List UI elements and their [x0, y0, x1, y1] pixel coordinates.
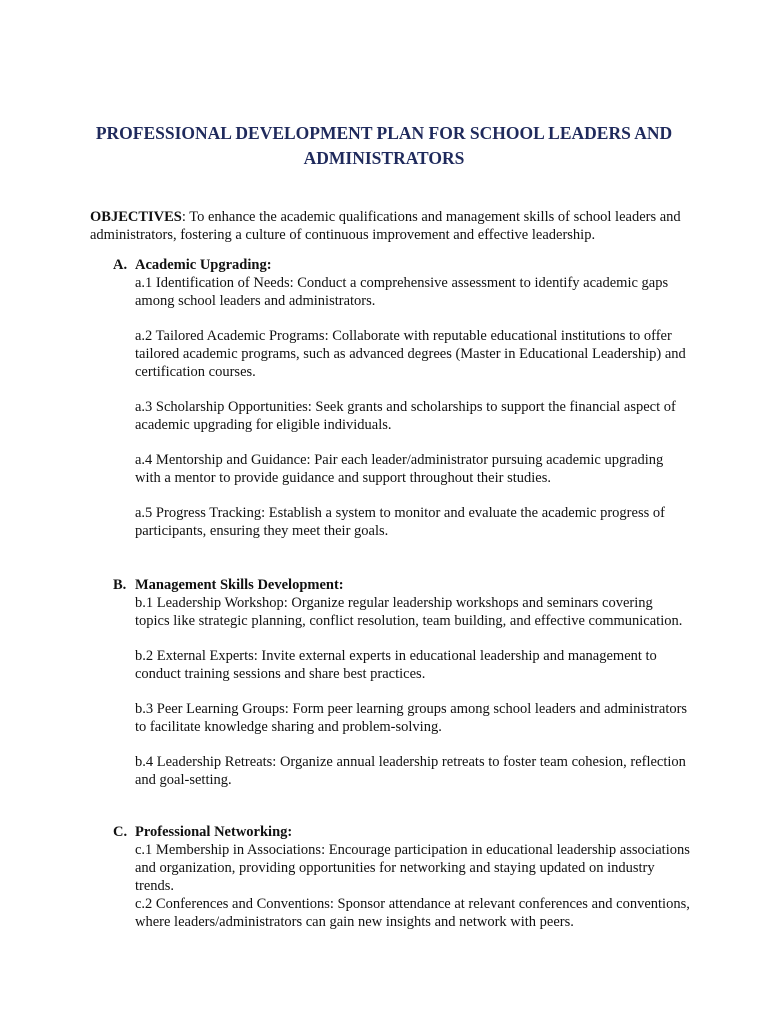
list-item: a.1 Identification of Needs: Conduct a comprehensive assessment to identify academic gaps among school leaders and administrators.	[135, 275, 669, 309]
section-heading	[90, 576, 690, 594]
objectives-label: OBJECTIVES	[90, 209, 182, 225]
section-management-skills	[90, 576, 690, 789]
list-item: b.3 Peer Learning Groups: Form peer learning groups among school leaders and administrators to facilitate knowledge sharing and problem-solving.	[135, 701, 688, 735]
section-academic-upgrading	[90, 256, 690, 540]
page-title	[60, 121, 708, 171]
list-item: a.5 Progress Tracking: Establish a system to monitor and evaluate the academic progress of participants, ensuring they meet their goals.	[135, 505, 665, 539]
section-professional-networking	[90, 823, 690, 931]
title-line-2: ADMINISTRATORS	[303, 148, 465, 168]
list-item: b.2 External Experts: Invite external experts in educational leadership and management to conduct training sessions and share best practices.	[135, 648, 657, 682]
section-letter: B.	[113, 577, 127, 593]
section-body	[135, 274, 690, 540]
list-item: a.3 Scholarship Opportunities: Seek grants and scholarships to support the financial aspect of academic upgrading for eligible individuals.	[135, 399, 676, 433]
section-title: Professional Networking:	[135, 824, 293, 840]
objectives-paragraph	[90, 208, 690, 244]
section-title: Management Skills Development:	[135, 577, 344, 593]
section-title: Academic Upgrading:	[135, 257, 272, 273]
list-item: a.4 Mentorship and Guidance: Pair each leader/administrator pursuing academic upgrading with a mentor to provide guidance and support throughout their studies.	[135, 452, 664, 486]
section-body	[135, 594, 690, 789]
list-item: a.2 Tailored Academic Programs: Collaborate with reputable educational institutions to offer tailored academic programs, such as advanced degrees (Master in Educational Leadership) and certification courses.	[135, 328, 686, 380]
section-heading	[90, 256, 690, 274]
list-item: c.1 Membership in Associations: Encourage participation in educational leadership associations and organization, providing opportunities for networking and staying updated on industry trends.	[135, 842, 690, 894]
section-letter: C.	[113, 824, 128, 840]
section-letter: A.	[113, 257, 128, 273]
list-item: c.2 Conferences and Conventions: Sponsor attendance at relevant conferences and conventions, where leaders/administrators can gain new insights and network with peers.	[135, 896, 690, 930]
list-item: b.4 Leadership Retreats: Organize annual leadership retreats to foster team cohesion, reflection and goal-setting.	[135, 754, 686, 788]
title-line-1: PROFESSIONAL DEVELOPMENT PLAN FOR SCHOOL LEADERS AND	[95, 123, 673, 143]
section-heading	[90, 823, 690, 841]
objectives-text: : To enhance the academic qualifications and management skills of school leaders and administrators, fostering a culture of continuous improvement and effective leadership.	[90, 209, 681, 243]
list-item: b.1 Leadership Workshop: Organize regular leadership workshops and seminars covering topics like strategic planning, conflict resolution, team building, and effective communication.	[135, 595, 683, 629]
section-body	[135, 841, 690, 931]
